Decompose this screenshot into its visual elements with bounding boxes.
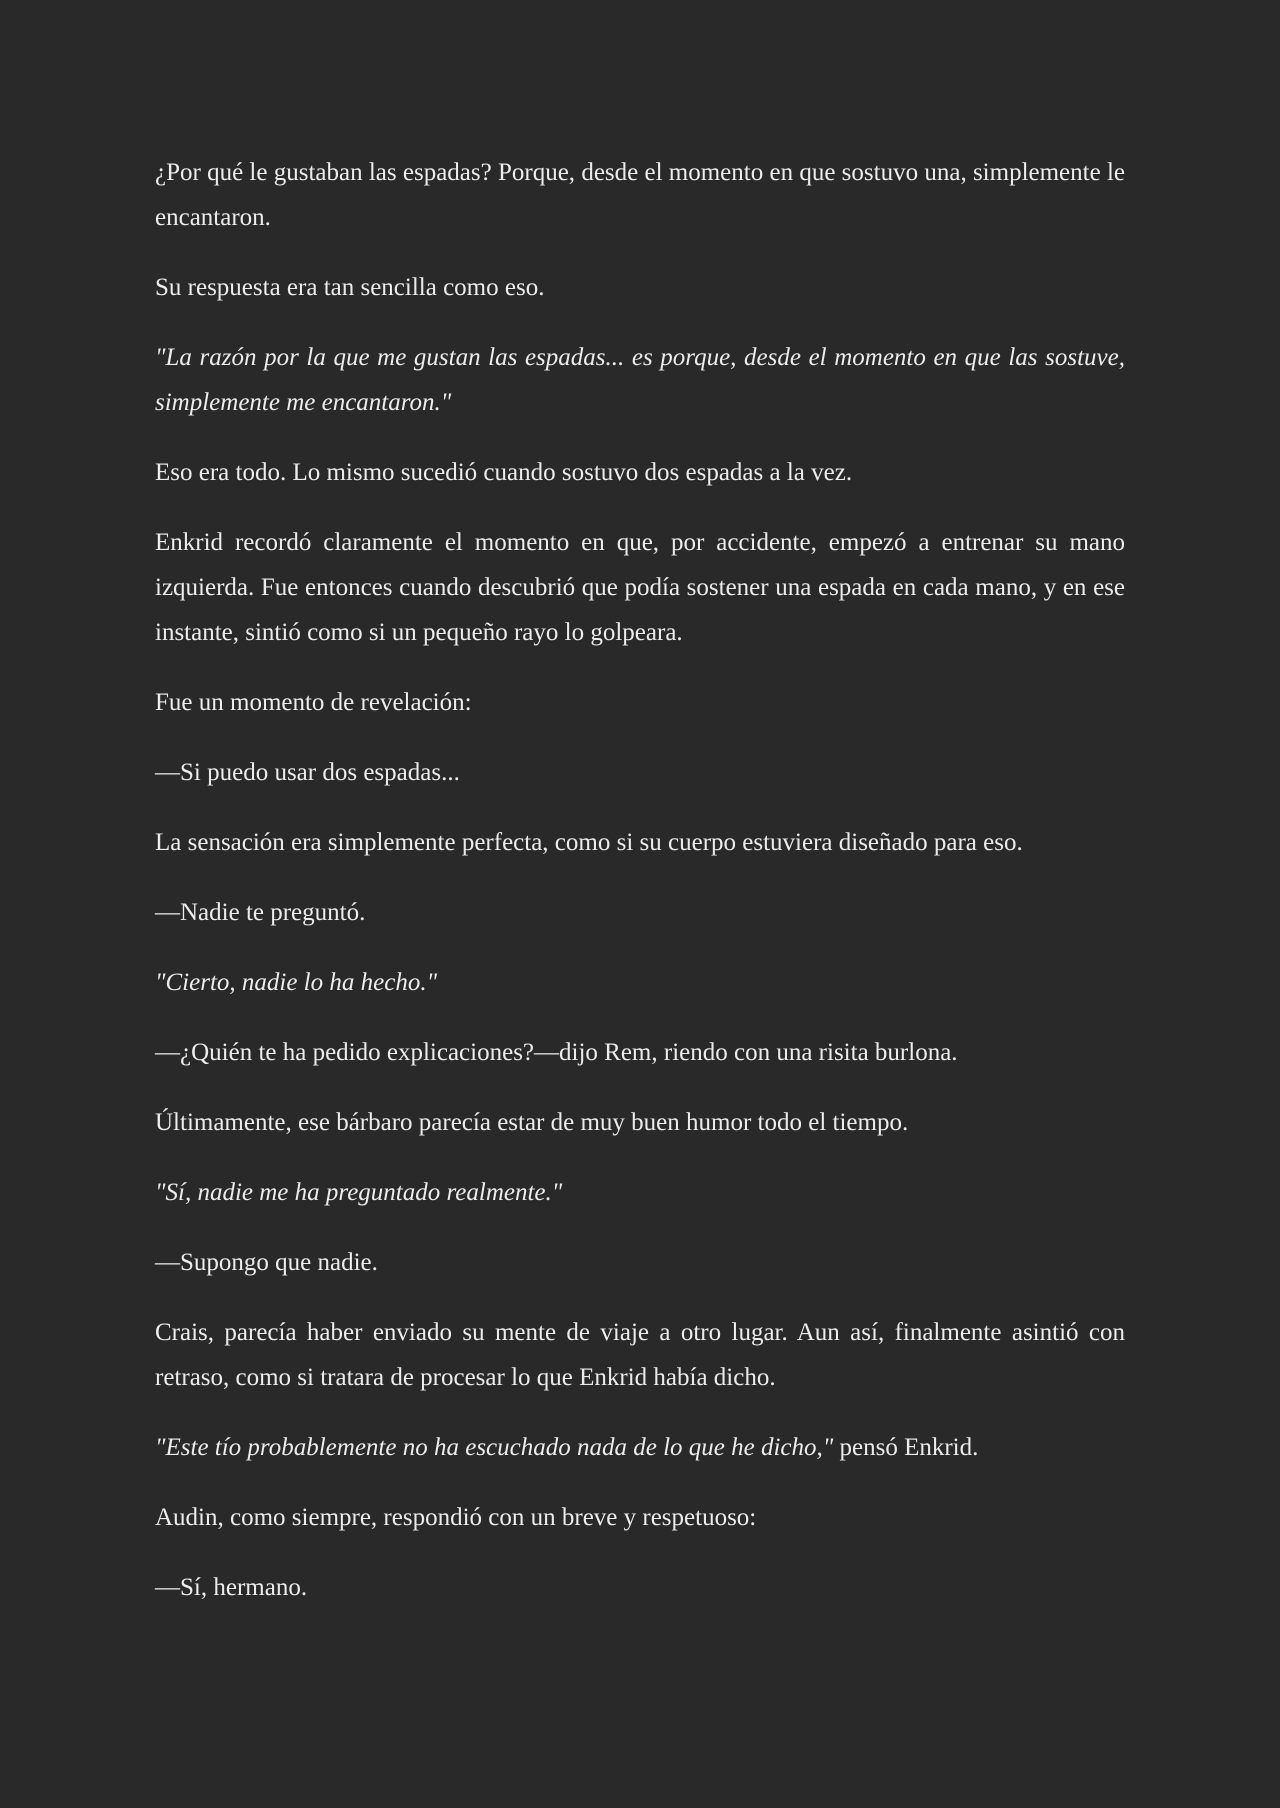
dialogue-paragraph: —Nadie te preguntó. [155, 899, 366, 926]
paragraph: Fue un momento de revelación: [155, 689, 472, 716]
thought-paragraph: "La razón por la que me gustan las espadas... es porque, desde el momento en que las sostuve, simplemente me encantaron." [155, 344, 1125, 416]
paragraph: Crais, parecía haber enviado su mente de viaje a otro lugar. Aun así, finalmente asintió con retraso, como si tratara de procesar lo que Enkrid había dicho. [155, 1319, 1125, 1391]
thought-text: "Este tío probablemente no ha escuchado nada de lo que he dicho," [155, 1434, 834, 1461]
paragraph: Enkrid recordó claramente el momento en que, por accidente, empezó a entrenar su mano izquierda. Fue entonces cuando descubrió que podía sostener una espada en cada mano, y en ese instante, sintió como si un pequeño rayo lo golpeara. [155, 529, 1125, 646]
narration-text: pensó Enkrid. [833, 1434, 979, 1461]
thought-paragraph: "Sí, nadie me ha preguntado realmente." [155, 1179, 563, 1206]
paragraph: Últimamente, ese bárbaro parecía estar de muy buen humor todo el tiempo. [155, 1109, 909, 1136]
paragraph: Audin, como siempre, respondió con un breve y respetuoso: [155, 1504, 757, 1531]
paragraph: Su respuesta era tan sencilla como eso. [155, 274, 545, 301]
dialogue-paragraph: —Sí, hermano. [155, 1574, 308, 1601]
paragraph: Eso era todo. Lo mismo sucedió cuando sostuvo dos espadas a la vez. [155, 459, 853, 486]
paragraph: La sensación era simplemente perfecta, como si su cuerpo estuviera diseñado para eso. [155, 829, 1023, 856]
thought-paragraph: "Cierto, nadie lo ha hecho." [155, 969, 438, 996]
mixed-paragraph [155, 1425, 1125, 1470]
dialogue-paragraph: —¿Quién te ha pedido explicaciones?—dijo Rem, riendo con una risita burlona. [155, 1039, 958, 1066]
paragraph: ¿Por qué le gustaban las espadas? Porque, desde el momento en que sostuvo una, simplemente le encantaron. [155, 159, 1125, 231]
dialogue-paragraph: —Supongo que nadie. [155, 1249, 378, 1276]
dialogue-paragraph: —Si puedo usar dos espadas... [155, 759, 460, 786]
chapter-text [155, 150, 1125, 1635]
